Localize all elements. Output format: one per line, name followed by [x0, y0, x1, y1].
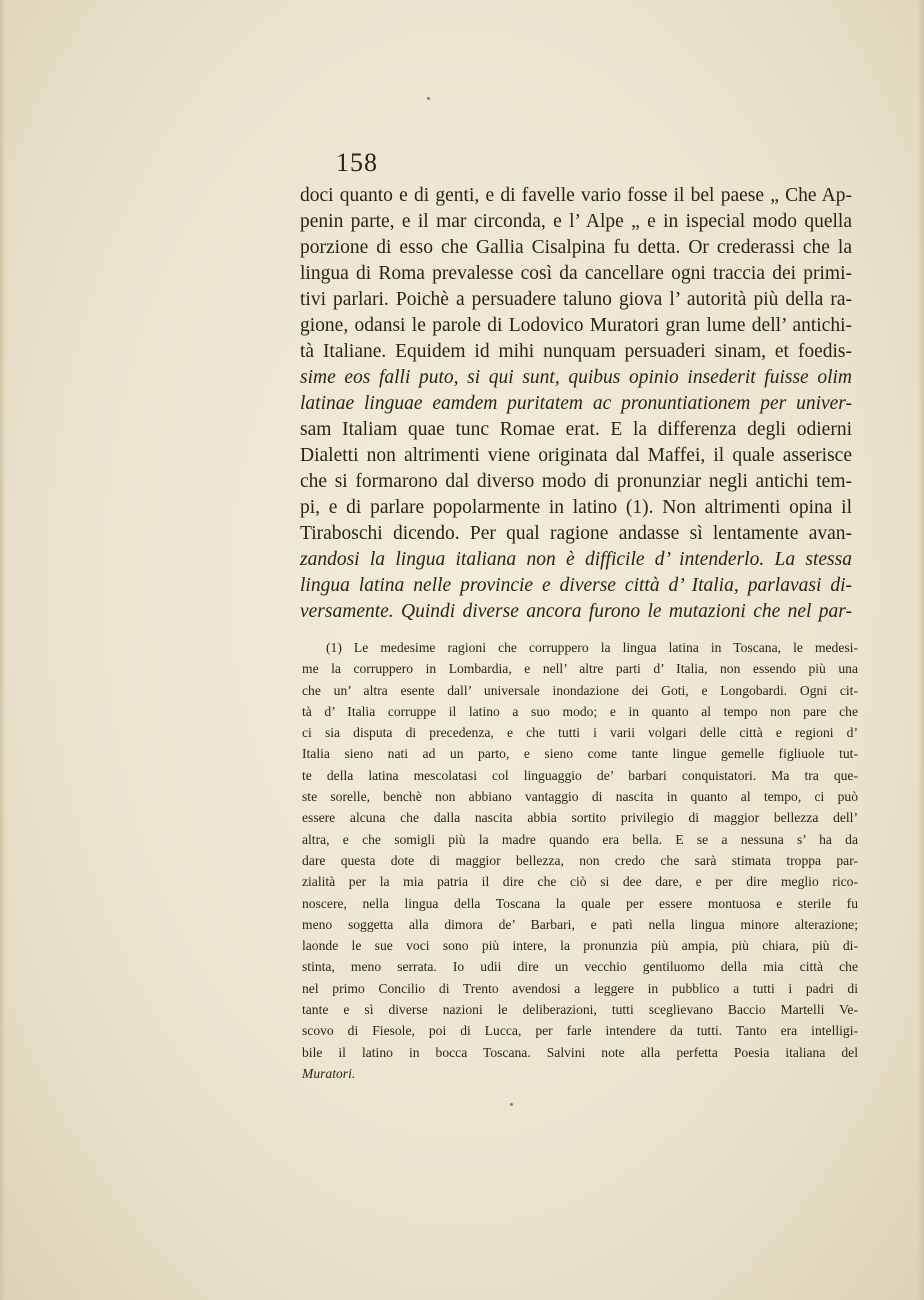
footnote	[302, 637, 858, 1084]
text-line: versamente. Quindi diverse ancora furono le mutazioni che nel par-	[300, 601, 852, 622]
text-line: porzione di esso che Gallia Cisalpina fu detta. Or crederassi che la	[300, 237, 852, 258]
footnote-line: Italia sieno nati ad un parto, e sieno come tante lingue gemelle figliuole tut-	[302, 746, 858, 762]
text-line: Dialetti non altrimenti viene originata dal Maffei, il quale asserisce	[300, 445, 852, 466]
footnote-line: te della latina mescolatasi col linguaggio de’ barbari conquistatori. Ma tra que-	[302, 767, 858, 783]
text-line: sime eos falli puto, si qui sunt, quibus opinio insederit fuisse olim	[300, 367, 852, 388]
text-line: gione, odansi le parole di Lodovico Muratori gran lume dell’ antichi-	[300, 315, 852, 336]
footnote-line: nel primo Concilio di Trento avendosi a leggere in pubblico a tutti i padri di	[302, 980, 858, 996]
footnote-line: laonde le sue voci sono più intere, la pronunzia più ampia, più chiara, più di-	[302, 938, 858, 954]
footnote-line: noscere, nella lingua della Toscana la quale per essere montuosa e sterile fu	[302, 895, 858, 911]
text-line: latinae linguae eamdem puritatem ac pronuntiationem per univer-	[300, 393, 852, 414]
footnote-line: stinta, meno serrata. Io udii dire un vecchio gentiluomo della mia città che	[302, 959, 858, 975]
text-line: lingua latina nelle provincie e diverse città d’ Italia, parlavasi di-	[300, 575, 852, 596]
text-line: che si formarono dal diverso modo di pronunziar negli antichi tem-	[300, 471, 852, 492]
main-text	[300, 183, 852, 625]
footnote-line: che un’ altra esente dall’ universale inondazione dei Goti, e Longobardi. Ogni cit-	[302, 682, 858, 698]
page-number: 158	[336, 148, 378, 177]
text-line: lingua di Roma prevalesse così da cancellare ogni traccia dei primi-	[300, 263, 852, 284]
footnote-line: tà d’ Italia corruppe il latino a suo modo; e in quanto al tempo non pare che	[302, 703, 858, 719]
text-line: tivi parlari. Poichè a persuadere taluno giova l’ autorità più della ra-	[300, 289, 852, 310]
footnote-line: meno soggetta alla dimora de’ Barbari, e patì nella lingua minore alterazione;	[302, 916, 858, 932]
paper-speck	[427, 97, 430, 100]
footnote-line: ste sorelle, benchè non abbiano vantaggio di nascita in quanto al tempo, ci può	[302, 789, 858, 805]
text-line: tà Italiane. Equidem id mihi nunquam persuaderi sinam, et foedis-	[300, 341, 852, 362]
text-line: penin parte, e il mar circonda, e l’ Alpe „ e in ispecial modo quella	[300, 211, 852, 232]
footnote-line: scovo di Fiesole, poi di Lucca, per farle intendere da tutti. Tanto era intelligi-	[302, 1023, 858, 1039]
footnote-line: essere alcuna che dalla nascita abbia sortito privilegio di maggior bellezza dell’	[302, 810, 858, 826]
footnote-line: dare questa dote di maggior bellezza, non credo che sarà stimata troppa par-	[302, 852, 858, 868]
page-edge-shadow-left	[0, 0, 6, 1300]
text-line: zandosi la lingua italiana non è difficile d’ intenderlo. La stessa	[300, 549, 852, 570]
text-line: Tiraboschi dicendo. Per qual ragione andasse sì lentamente avan-	[300, 523, 852, 544]
footnote-line: zialità per la mia patria il dire che ciò si dee dare, e per dire meglio rico-	[302, 874, 858, 890]
footnote-line: altra, e che somigli più la madre quando era bella. E se a nessuna s’ ha da	[302, 831, 858, 847]
page-edge-shadow-right	[918, 0, 924, 1300]
footnote-line: ci sia disputa di precedenza, e che tutti i varii volgari delle città e regioni d’	[302, 725, 858, 741]
text-line: pi, e di parlare popolarmente in latino (1). Non altrimenti opina il	[300, 497, 852, 518]
footnote-line: Muratori.	[302, 1065, 356, 1081]
text-line: sam Italiam quae tunc Romae erat. E la differenza degli odierni	[300, 419, 852, 440]
text-line: doci quanto e di genti, e di favelle vario fosse il bel paese „ Che Ap-	[300, 185, 852, 206]
footnote-line: bile il latino in bocca Toscana. Salvini note alla perfetta Poesia italiana del	[302, 1044, 858, 1060]
footnote-line: tante e sì diverse nazioni le deliberazioni, tutti sceglievano Baccio Martelli Ve-	[302, 1002, 858, 1018]
paper-speck	[510, 1103, 513, 1106]
footnote-line: (1) Le medesime ragioni che corruppero la lingua latina in Toscana, le medesi-	[326, 640, 858, 655]
footnote-line: me la corruppero in Lombardia, e nell’ altre parti d’ Italia, non essendo più una	[302, 661, 858, 677]
